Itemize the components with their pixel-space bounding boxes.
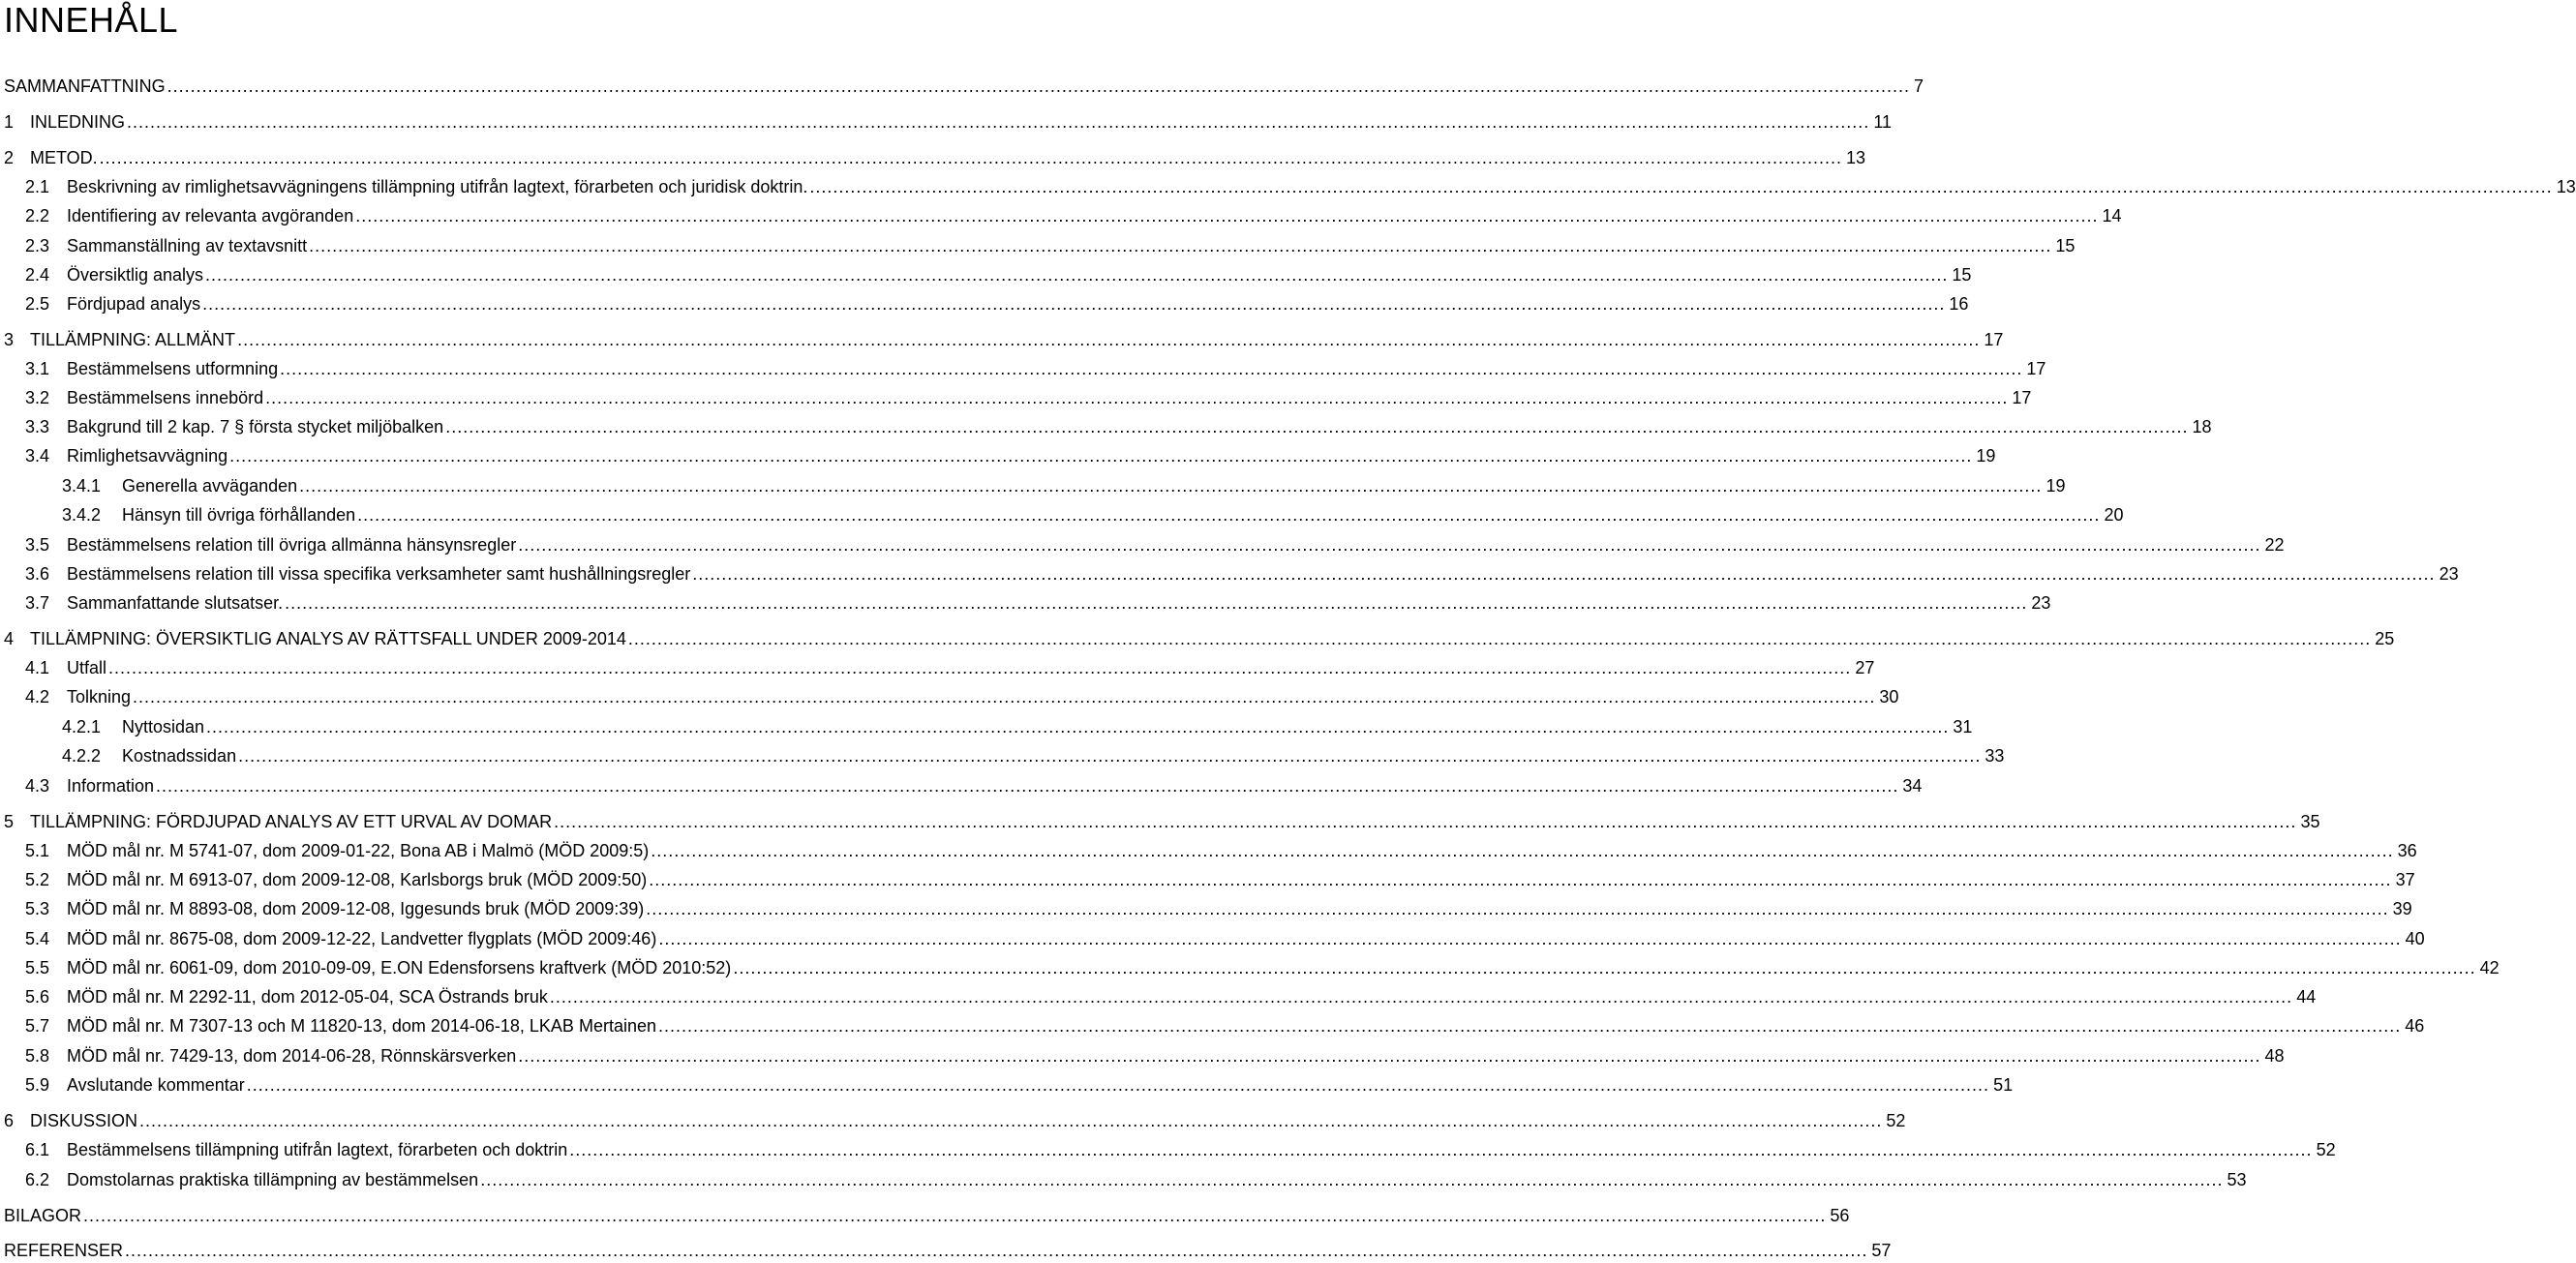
dot-leader: ............................................................................................................................................................................................................................................................................................................ [733, 958, 2476, 977]
dot-leader: ............................................................................................................................................................................................................................................................................................................ [480, 1170, 2224, 1189]
toc-entry-number: 3.3 [25, 417, 50, 436]
dot-leader: ............................................................................................................................................................................................................................................................................................................ [265, 388, 2009, 407]
toc-entry-number: 4.3 [25, 776, 50, 796]
toc-entry[interactable] [4, 1013, 2425, 1038]
toc-entry-number: 5.2 [25, 870, 50, 889]
toc-entry[interactable] [4, 1203, 1850, 1228]
page-title: INNEHÅLL [4, 0, 179, 40]
toc-entry-page: 34 [1902, 776, 1923, 796]
dot-leader: ............................................................................................................................................................................................................................................................................................................ [658, 1016, 2402, 1036]
toc-entry-number: 1 [4, 112, 15, 132]
dot-leader: ............................................................................................................................................................................................................................................................................................................ [355, 206, 2099, 226]
toc-entry-title: Bestämmelsens innebörd [67, 388, 264, 407]
dot-leader: ............................................................................................................................................................................................................................................................................................................ [202, 294, 1946, 314]
toc-entry-page: 35 [2300, 812, 2320, 831]
toc-entry[interactable] [4, 743, 2005, 768]
toc-entry[interactable] [4, 414, 2212, 439]
dot-leader: ............................................................................................................................................................................................................................................................................................................ [127, 112, 1870, 132]
toc-entry[interactable] [4, 174, 2576, 199]
toc-entry[interactable] [4, 590, 2051, 616]
toc-entry-number: 3.1 [25, 359, 50, 378]
dot-leader: ............................................................................................................................................................................................................................................................................................................ [156, 776, 1899, 796]
toc-entry-number: 2.3 [25, 236, 50, 256]
dot-leader: ............................................................................................................................................................................................................................................................................................................ [167, 76, 1910, 96]
toc-entry[interactable] [4, 327, 2004, 352]
toc-entry-page: 39 [2392, 899, 2412, 918]
dot-leader: ............................................................................................................................................................................................................................................................................................................ [646, 899, 2389, 918]
toc-entry-page: 44 [2296, 987, 2317, 1007]
toc-entry-title: MÖD mål nr. 8675-08, dom 2009-12-22, Landvetter flygplats (MÖD 2009:46) [67, 929, 657, 948]
toc-entry-title: Hänsyn till övriga förhållanden [122, 505, 356, 525]
toc-entry-number: 3.4.2 [62, 505, 102, 525]
dot-leader: ............................................................................................................................................................................................................................................................................................................ [83, 1206, 1827, 1225]
dot-leader: ............................................................................................................................................................................................................................................................................................................ [99, 148, 1842, 167]
toc-entry-title: MÖD mål nr. M 6913-07, dom 2009-12-08, Karlsborgs bruk (MÖD 2009:50) [67, 870, 648, 889]
toc-entry[interactable] [4, 1108, 1906, 1133]
toc-entry-title: Nyttosidan [122, 717, 205, 737]
dot-leader: ............................................................................................................................................................................................................................................................................................................ [809, 177, 2553, 196]
toc-entry-title: Bestämmelsens relation till övriga allmänna hänsynsregler [67, 535, 517, 555]
toc-entry-title: MÖD mål nr. M 8893-08, dom 2009-12-08, Iggesunds bruk (MÖD 2009:39) [67, 899, 645, 918]
toc-entry-number: 2.4 [25, 265, 50, 285]
dot-leader: ............................................................................................................................................................................................................................................................................................................ [237, 330, 1981, 349]
toc-entry-title: TILLÄMPNING: ALLMÄNT [30, 330, 236, 349]
toc-entry[interactable] [4, 233, 2076, 258]
toc-entry[interactable] [4, 1238, 1892, 1263]
toc-entry[interactable] [4, 896, 2412, 921]
toc-entry-title: Bestämmelsens relation till vissa specifika verksamheter samt hushållningsregler [67, 564, 691, 584]
dot-leader: ............................................................................................................................................................................................................................................................................................................ [238, 746, 1982, 766]
dot-leader: ............................................................................................................................................................................................................................................................................................................ [651, 841, 2394, 860]
toc-entry-page: 53 [2227, 1170, 2247, 1189]
toc-entry-page: 17 [2012, 388, 2032, 407]
toc-entry-number: 3.4.1 [62, 476, 102, 496]
toc-entry-number: 3.5 [25, 535, 50, 555]
toc-entry-page: 56 [1830, 1206, 1850, 1225]
toc-entry-page: 20 [2104, 505, 2124, 525]
toc-entry-number: 5.7 [25, 1016, 50, 1036]
toc-entry-number: 5.5 [25, 958, 50, 977]
toc-entry-number: 4.1 [25, 658, 50, 677]
toc-entry-title: SAMMANFATTNING [4, 76, 166, 96]
toc-entry[interactable] [4, 867, 2415, 892]
dot-leader: ............................................................................................................................................................................................................................................................................................................ [229, 446, 1973, 466]
toc-entry-page: 27 [1855, 658, 1875, 677]
dot-leader: ............................................................................................................................................................................................................................................................................................................ [280, 359, 2023, 378]
toc-entry-title: Generella avväganden [122, 476, 298, 496]
toc-entry-page: 14 [2102, 206, 2122, 226]
toc-entry[interactable] [4, 356, 2046, 381]
dot-leader: ............................................................................................................................................................................................................................................................................................................ [554, 812, 2297, 831]
toc-entry-number: 2.5 [25, 294, 50, 314]
toc-entry-title: DISKUSSION [30, 1111, 138, 1130]
toc-entry-page: 46 [2405, 1016, 2425, 1036]
toc-entry[interactable] [4, 1167, 2247, 1192]
toc-entry-title: Bestämmelsens utformning [67, 359, 279, 378]
toc-entry-number: 4 [4, 629, 15, 648]
toc-entry[interactable] [4, 1043, 2285, 1068]
toc-entry-page: 40 [2405, 929, 2425, 948]
dot-leader: ............................................................................................................................................................................................................................................................................................................ [357, 505, 2101, 525]
toc-entry-page: 52 [1886, 1111, 1906, 1130]
toc-entry-title: Identifiering av relevanta avgöranden [67, 206, 354, 226]
dot-leader: ............................................................................................................................................................................................................................................................................................................ [125, 1241, 1868, 1260]
toc-entry-title: TILLÄMPNING: FÖRDJUPAD ANALYS AV ETT URVAL AV DOMAR [30, 812, 553, 831]
toc-entry-title: INLEDNING [30, 112, 126, 132]
toc-entry-page: 42 [2479, 958, 2500, 977]
dot-leader: ............................................................................................................................................................................................................................................................................................................ [285, 593, 2028, 613]
toc-entry-number: 5.3 [25, 899, 50, 918]
toc-entry[interactable] [4, 984, 2317, 1009]
toc-entry-page: 31 [1953, 717, 1973, 737]
toc-entry[interactable] [4, 773, 1923, 798]
toc-entry-title: Beskrivning av rimlighetsavvägningens tillämpning utifrån lagtext, förarbeten och juridisk doktrin. [67, 177, 808, 196]
toc-entry-number: 2.1 [25, 177, 50, 196]
toc-entry-title: Domstolarnas praktiska tillämpning av bestämmelsen [67, 1170, 479, 1189]
toc-entry-title: MÖD mål nr. 7429-13, dom 2014-06-28, Rönnskärsverken [67, 1046, 517, 1066]
toc-entry-title: Bestämmelsens tillämpning utifrån lagtext, förarbeten och doktrin [67, 1140, 568, 1159]
toc-entry-title: METOD. [30, 148, 98, 167]
toc-entry[interactable] [4, 443, 1996, 468]
toc-entry-title: Sammanställning av textavsnitt [67, 236, 308, 256]
toc-entry-number: 4.2.2 [62, 746, 102, 766]
toc-entry[interactable] [4, 561, 2459, 586]
dot-leader: ............................................................................................................................................................................................................................................................................................................ [133, 687, 1876, 707]
toc-entry-page: 17 [1984, 330, 2004, 349]
toc-entry-title: BILAGOR [4, 1206, 82, 1225]
toc-entry-page: 22 [2264, 535, 2285, 555]
toc-entry[interactable] [4, 809, 2320, 834]
toc-entry-page: 19 [2046, 476, 2066, 496]
dot-leader: ............................................................................................................................................................................................................................................................................................................ [692, 564, 2436, 584]
toc-entry[interactable] [4, 473, 2066, 498]
toc-entry-page: 37 [2395, 870, 2415, 889]
toc-entry-title: Fördjupad analys [67, 294, 201, 314]
dot-leader: ............................................................................................................................................................................................................................................................................................................ [549, 987, 2293, 1007]
dot-leader: ............................................................................................................................................................................................................................................................................................................ [246, 1075, 1990, 1095]
toc-entry-number: 5.4 [25, 929, 50, 948]
toc-entry-page: 25 [2375, 629, 2395, 648]
toc-entry-page: 23 [2031, 593, 2051, 613]
toc-entry-title: TILLÄMPNING: ÖVERSIKTLIG ANALYS AV RÄTTSFALL UNDER 2009-2014 [30, 629, 626, 648]
toc-entry-number: 6 [4, 1111, 15, 1130]
dot-leader: ............................................................................................................................................................................................................................................................................................................ [649, 870, 2392, 889]
dot-leader: ............................................................................................................................................................................................................................................................................................................ [658, 929, 2402, 948]
toc-entry-title: MÖD mål nr. M 7307-13 och M 11820-13, dom 2014-06-18, LKAB Mertainen [67, 1016, 656, 1036]
dot-leader: ............................................................................................................................................................................................................................................................................................................ [518, 1046, 2261, 1066]
toc-entry[interactable] [4, 626, 2395, 651]
toc-entry[interactable] [4, 291, 1969, 316]
toc-entry-page: 51 [1993, 1075, 2014, 1095]
toc-entry-title: Rimlighetsavvägning [67, 446, 228, 466]
toc-entry-page: 13 [1845, 148, 1865, 167]
toc-entry[interactable] [4, 684, 1899, 709]
toc-entry-number: 5.8 [25, 1046, 50, 1066]
toc-entry[interactable] [4, 145, 1865, 170]
toc-entry-title: Avslutande kommentar [67, 1075, 245, 1095]
dot-leader: ............................................................................................................................................................................................................................................................................................................ [309, 236, 2052, 256]
toc-entry-title: MÖD mål nr. M 5741-07, dom 2009-01-22, Bona AB i Malmö (MÖD 2009:5) [67, 841, 650, 860]
toc-entry[interactable] [4, 203, 2122, 228]
dot-leader: ............................................................................................................................................................................................................................................................................................................ [139, 1111, 1883, 1130]
toc-entry[interactable] [4, 926, 2425, 951]
toc-entry-title: Tolkning [67, 687, 132, 707]
toc-entry-number: 3 [4, 330, 15, 349]
dot-leader: ............................................................................................................................................................................................................................................................................................................ [569, 1140, 2313, 1159]
toc-entry-number: 3.7 [25, 593, 50, 613]
toc-entry-page: 16 [1949, 294, 1969, 314]
toc-entry-number: 5.9 [25, 1075, 50, 1095]
dot-leader: ............................................................................................................................................................................................................................................................................................................ [627, 629, 2372, 648]
dot-leader: ............................................................................................................................................................................................................................................................................................................ [206, 717, 1950, 737]
toc-entry[interactable] [4, 74, 1924, 99]
toc-entry-number: 3.6 [25, 564, 50, 584]
toc-entry[interactable] [4, 655, 1875, 680]
dot-leader: ............................................................................................................................................................................................................................................................................................................ [518, 535, 2261, 555]
toc-entry-page: 13 [2556, 177, 2576, 196]
toc-entry-number: 4.2.1 [62, 717, 102, 737]
toc-entry-number: 3.4 [25, 446, 50, 466]
dot-leader: ............................................................................................................................................................................................................................................................................................................ [108, 658, 1852, 677]
toc-entry[interactable] [4, 714, 1973, 739]
toc-entry[interactable] [4, 109, 1892, 135]
toc-entry-page: 11 [1873, 112, 1892, 132]
toc-entry-number: 5.1 [25, 841, 50, 860]
toc-entry-title: Kostnadssidan [122, 746, 237, 766]
toc-entry-number: 6.1 [25, 1140, 50, 1159]
toc-entry-number: 2 [4, 148, 15, 167]
dot-leader: ............................................................................................................................................................................................................................................................................................................ [299, 476, 2043, 496]
toc-entry-number: 6.2 [25, 1170, 50, 1189]
toc-entry-page: 15 [1952, 265, 1972, 285]
toc-entry-title: Information [67, 776, 155, 796]
toc-entry-page: 48 [2264, 1046, 2285, 1066]
toc-entry-page: 18 [2192, 417, 2212, 436]
toc-entry[interactable] [4, 1137, 2336, 1162]
toc-entry-number: 3.2 [25, 388, 50, 407]
dot-leader: ............................................................................................................................................................................................................................................................................................................ [445, 417, 2189, 436]
toc-entry-page: 7 [1913, 76, 1924, 96]
toc-entry-page: 17 [2026, 359, 2046, 378]
toc-entry[interactable] [4, 262, 1972, 287]
toc-entry-number: 2.2 [25, 206, 50, 226]
dot-leader: ............................................................................................................................................................................................................................................................................................................ [205, 265, 1949, 285]
toc-entry-title: Sammanfattande slutsatser. [67, 593, 284, 613]
toc-entry-page: 15 [2055, 236, 2076, 256]
toc-entry-title: MÖD mål nr. 6061-09, dom 2010-09-09, E.ON Edensforsens kraftverk (MÖD 2010:52) [67, 958, 732, 977]
toc-entry[interactable] [4, 502, 2124, 527]
toc-entry-title: Översiktlig analys [67, 265, 204, 285]
toc-entry[interactable] [4, 1072, 2014, 1098]
toc-entry[interactable] [4, 838, 2417, 863]
toc-entry-title: Bakgrund till 2 kap. 7 § första stycket miljöbalken [67, 417, 444, 436]
toc-entry-number: 4.2 [25, 687, 50, 707]
toc-entry-page: 36 [2397, 841, 2417, 860]
toc-entry-page: 52 [2316, 1140, 2336, 1159]
toc-entry[interactable] [4, 385, 2032, 410]
toc-entry-page: 57 [1871, 1241, 1892, 1260]
toc-entry-number: 5.6 [25, 987, 50, 1007]
toc-entry-page: 33 [1985, 746, 2005, 766]
toc-entry-title: REFERENSER [4, 1241, 124, 1260]
toc-entry[interactable] [4, 532, 2285, 557]
toc-entry-title: Utfall [67, 658, 107, 677]
toc-entry-page: 30 [1879, 687, 1899, 707]
toc-entry-page: 23 [2439, 564, 2459, 584]
toc-entry[interactable] [4, 955, 2500, 980]
toc-entry-title: MÖD mål nr. M 2292-11, dom 2012-05-04, SCA Östrands bruk [67, 987, 548, 1007]
toc-entry-page: 19 [1976, 446, 1996, 466]
toc-entry-number: 5 [4, 812, 15, 831]
